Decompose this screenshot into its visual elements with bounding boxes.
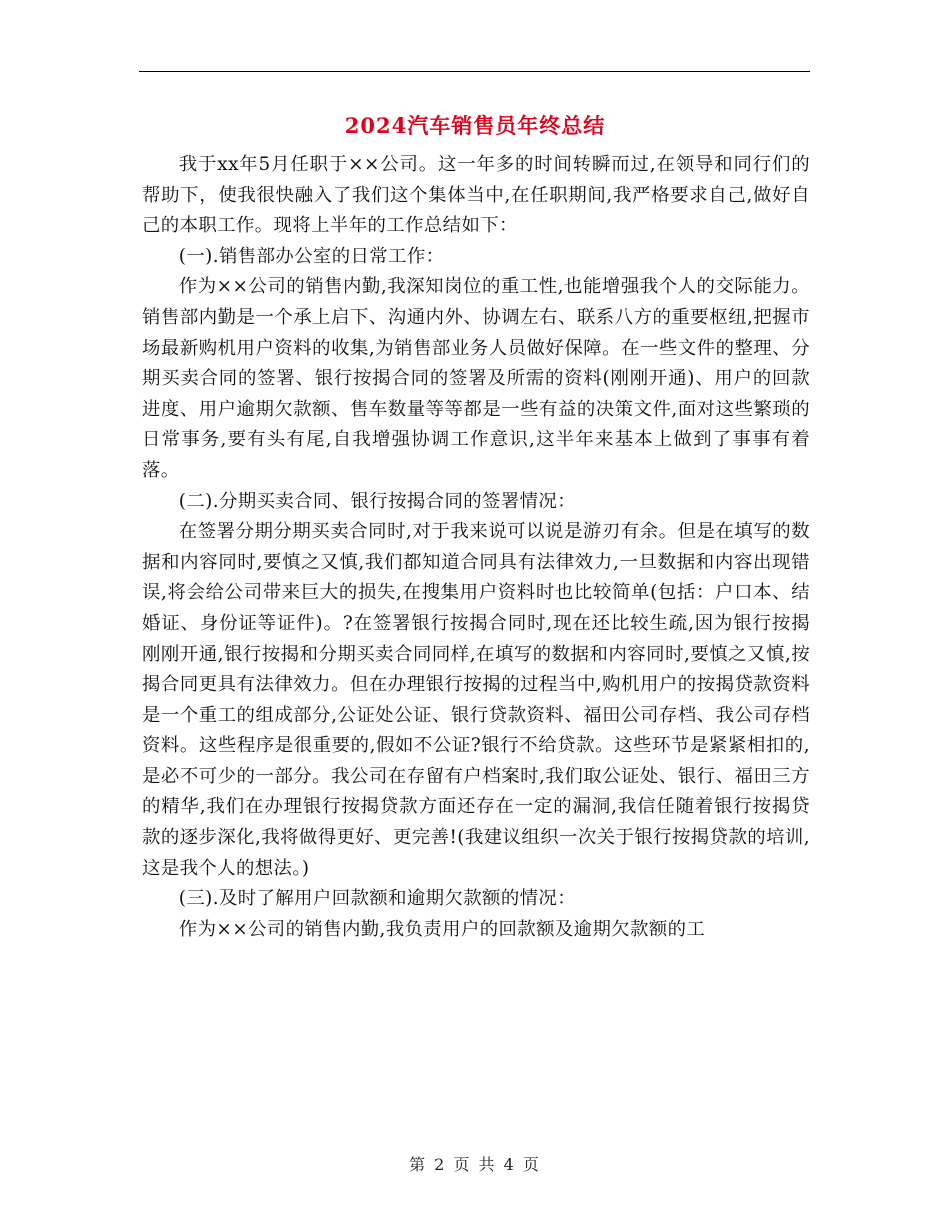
document-title: 2024汽车销售员年终总结	[344, 113, 606, 138]
page-number-footer: 第 2 页 共 4 页	[409, 1155, 541, 1174]
paragraph-section-2: 在签署分期分期买卖合同时,对于我来说可以说是游刃有余。但是在填写的数据和内容同时,要慎之又慎,我们都知道合同具有法律效力,一旦数据和内容出现错误,将会给公司带来巨大的损失,在搜集用户资料时也比较简单(包括：户口本、结婚证、身份证等证件)。?在签署银行按揭合同时,现在还比较生疏,因为银行按揭刚刚开通,银行按揭和分期买卖合同同样,在填写的数据和内容同时,要慎之又慎,按揭合同更具有法律效力。但在办理银行按揭的过程当中,购机用户的按揭贷款资料是一个重工的组成部分,公证处公证、银行贷款资料、福田公司存档、我公司存档资料。这些程序是很重要的,假如不公证?银行不给贷款。这些环节是紧紧相扣的,是必不可少的一部分。我公司在存留有户档案时,我们取公证处、银行、福田三方的精华,我们在办理银行按揭贷款方面还存在一定的漏洞,我信任随着银行按揭贷款的逐步深化,我将做得更好、更完善!(我建议组织一次关于银行按揭贷款的培训,这是我个人的想法。)	[142, 521, 810, 879]
document-body	[142, 150, 810, 1030]
section-heading-3: (三).及时了解用户回款额和逾期欠款额的情况：	[178, 888, 577, 910]
paragraph-section-3: 作为××公司的销售内勤,我负责用户的回款额及逾期欠款额的工	[178, 918, 706, 940]
section-heading-2: (二).分期买卖合同、银行按揭合同的签署情况：	[178, 490, 577, 512]
section-heading-1: (一).销售部办公室的日常工作：	[178, 245, 445, 267]
paragraph-intro: 我于xx年5月任职于××公司。这一年多的时间转瞬而过,在领导和同行们的帮助下，使我很快融入了我们这个集体当中,在任职期间,我严格要求自己,做好自己的本职工作。现将上半年的工作总结如下：	[142, 154, 810, 237]
header-rule	[139, 71, 810, 72]
paragraph-section-1: 作为××公司的销售内勤,我深知岗位的重工性,也能增强我个人的交际能力。销售部内勤是一个承上启下、沟通内外、协调左右、联系八方的重要枢纽,把握市场最新购机用户资料的收集,为销售部业务人员做好保障。在一些文件的整理、分期买卖合同的签署、银行按揭合同的签署及所需的资料(刚刚开通)、用户的回款进度、用户逾期欠款额、售车数量等等都是一些有益的决策文件,面对这些繁琐的日常事务,要有头有尾,自我增强协调工作意识,这半年来基本上做到了事事有着落。	[142, 276, 810, 481]
